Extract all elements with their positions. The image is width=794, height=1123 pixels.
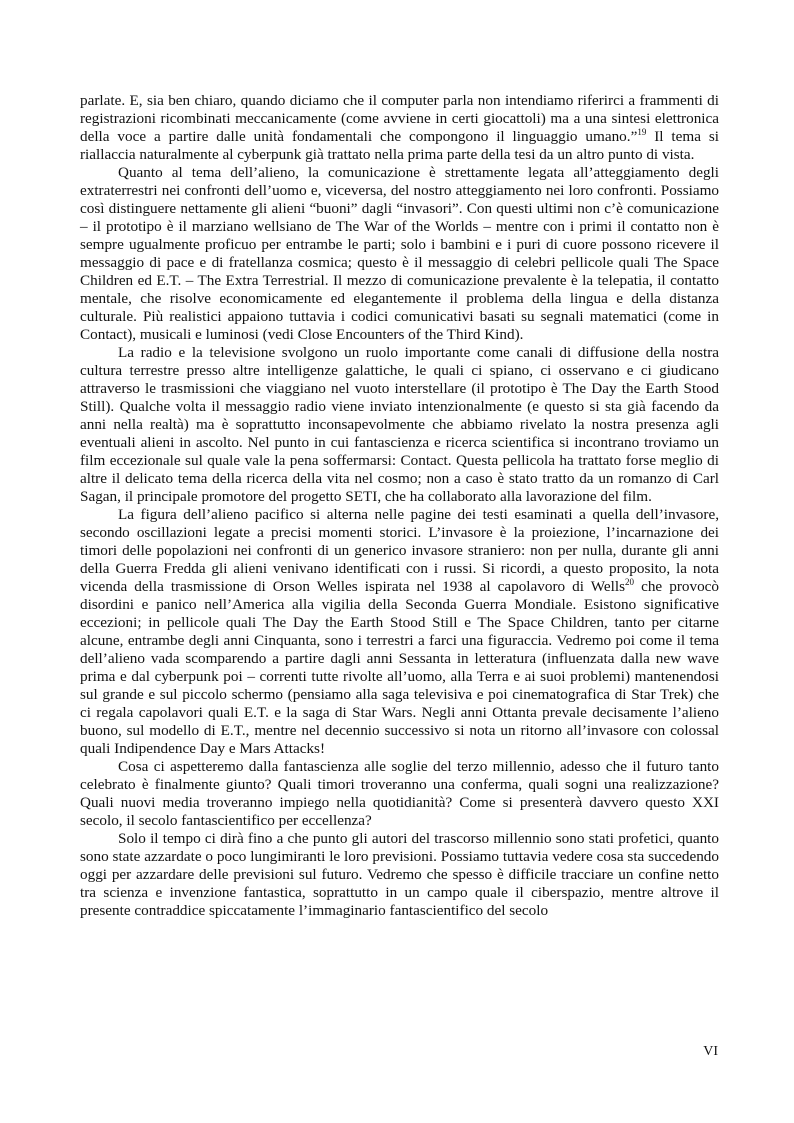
footnote-ref-20: 20 bbox=[625, 577, 634, 587]
paragraph-1-text-a: parlate. E, sia ben chiaro, quando diciamo che il computer parla non intendiamo riferirci a frammenti di registrazioni ricombinati meccanicamente (come avviene in certi giocattoli) ma a una sintesi elettronica della voce a partire dalle unità fondamentali che compongono il linguaggio umano.” bbox=[80, 92, 719, 145]
paragraph-6-text: Solo il tempo ci dirà fino a che punto gli autori del trascorso millennio sono stati profetici, quanto sono state azzardate o poco lungimiranti le loro previsioni. Possiamo tuttavia vedere cosa sta succedendo oggi per azzardare delle previsioni sul futuro. Vedremo che spesso è difficile tracciare un confine netto tra scienza e invenzione fantastica, soprattutto in un campo quale il ciberspazio, mentre altrove il presente contraddice spiccatamente l’immaginario fantascientifico del secolo bbox=[80, 830, 719, 919]
paragraph-3 bbox=[80, 344, 719, 506]
page-number: VI bbox=[703, 1044, 718, 1059]
paragraph-3-text: La radio e la televisione svolgono un ruolo importante come canali di diffusione della nostra cultura terrestre presso altre intelligenze galattiche, le quali ci spiano, ci osservano e ci giudicano attraverso le trasmissioni che viaggiano nel vuoto interstellare (il prototipo è The Day the Earth Stood Still). Qualche volta il messaggio radio viene inviato intenzionalmente (e questo si sta già facendo da anni nella realtà) ma è soprattutto inconsapevolmente che abbiamo rivelato la nostra presenza agli eventuali alieni in ascolto. Nel punto in cui fantascienza e ricerca scientifica si incontrano troviamo un film eccezionale sul quale vale la pena soffermarsi: Contact. Questa pellicola ha trattato forse meglio di altre il delicato tema della ricerca della vita nel cosmo; non a caso è stato tratto da un romanzo di Carl Sagan, il principale promotore del progetto SETI, che ha collaborato alla lavorazione del film. bbox=[80, 344, 719, 505]
paragraph-4 bbox=[80, 506, 719, 758]
document-body bbox=[80, 92, 719, 920]
paragraph-1 bbox=[80, 92, 719, 164]
paragraph-5 bbox=[80, 758, 719, 830]
paragraph-2 bbox=[80, 164, 719, 344]
paragraph-4-text-a: La figura dell’alieno pacifico si alterna nelle pagine dei testi esaminati a quella dell’invasore, secondo oscillazioni legate a precisi momenti storici. L’invasore è la proiezione, l’incarnazione dei timori delle popolazioni nei confronti di un generico invasore straniero: non per nulla, durante gli anni della Guerra Fredda gli alieni venivano identificati con i russi. Si ricordi, a questo proposito, la nota vicenda della trasmissione di Orson Welles ispirata nel 1938 al capolavoro di Wells bbox=[80, 506, 719, 595]
footnote-ref-19: 19 bbox=[637, 127, 647, 137]
paragraph-4-text-b: che provocò disordini e panico nell’America alla vigilia della Seconda Guerra Mondiale. Esistono significative eccezioni; in pellicole quali The Day the Earth Stood Still e The Space Children, tanto per citarne alcune, entrambe degli anni Cinquanta, sono i terrestri a farci una figuraccia. Vedremo poi come il tema dell’alieno vada scomparendo a partire dagli anni Sessanta in letteratura (influenzata dalla new wave prima e dal cyberpunk poi – correnti tutte rivolte all’uomo, alla Terra e ai suoi problemi) mantenendosi sul grande e sul piccolo schermo (pensiamo alla saga televisiva e poi cinematografica di Star Trek) che ci regala capolavori quali E.T. e la saga di Star Wars. Negli anni Ottanta prevale decisamente l’alieno buono, sul modello di E.T., mentre nel decennio successivo si nota un ritorno all’invasore con colossal quali Indipendence Day e Mars Attacks! bbox=[80, 578, 719, 757]
paragraph-1-text-b: Il tema si riallaccia naturalmente al cyberpunk già trattato nella prima parte della tesi da un altro punto di vista. bbox=[80, 128, 719, 163]
paragraph-5-text: Cosa ci aspetteremo dalla fantascienza alle soglie del terzo millennio, adesso che il futuro tanto celebrato è finalmente giunto? Quali timori troveranno una conferma, quali sogni una realizzazione? Quali nuovi media troveranno impiego nella quotidianità? Come si presenterà davvero questo XXI secolo, il secolo fantascientifico per eccellenza? bbox=[80, 758, 719, 829]
paragraph-2-text: Quanto al tema dell’alieno, la comunicazione è strettamente legata all’atteggiamento degli extraterrestri nei confronti dell’uomo e, viceversa, del nostro atteggiamento nei loro confronti. Possiamo così distinguere nettamente gli alieni “buoni” dagli “invasori”. Con questi ultimi non c’è comunicazione – il prototipo è il marziano wellsiano de The War of the Worlds – mentre con i primi il contatto non è sempre ugualmente proficuo per entrambe le parti; solo i bambini e i puri di cuore possono ricevere il messaggio di pace e di fratellanza cosmica; questo è il messaggio di celebri pellicole quali The Space Children ed E.T. – The Extra Terrestrial. Il mezzo di comunicazione prevalente è la telepatia, il contatto mentale, che risolve economicamente ed elegantemente il problema della lingua e della distanza culturale. Più realistici appaiono tuttavia i codici comunicativi basati su segnali matematici (come in Contact), musicali e luminosi (vedi Close Encounters of the Third Kind). bbox=[80, 164, 719, 343]
paragraph-6 bbox=[80, 830, 719, 920]
